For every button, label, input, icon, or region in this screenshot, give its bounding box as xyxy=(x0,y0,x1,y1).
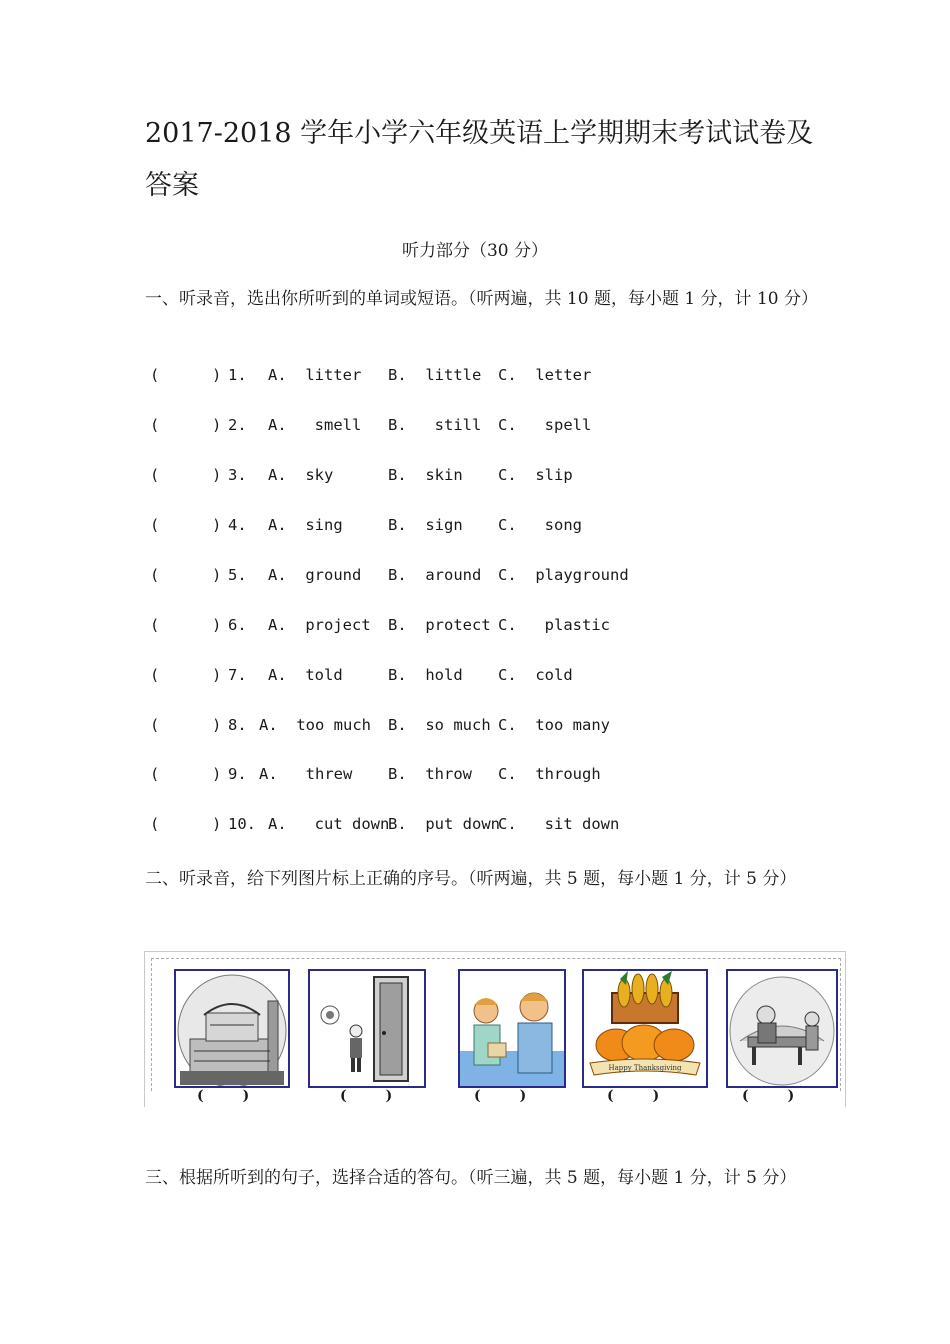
option-a: A. cut down xyxy=(268,815,390,833)
question-row xyxy=(150,466,670,490)
picture-3-answer-blank[interactable]: ( ) xyxy=(474,1088,527,1104)
option-a: A. threw xyxy=(259,765,353,783)
answer-paren-close: ) xyxy=(212,666,222,684)
question-row xyxy=(150,566,670,590)
option-c: C. cold xyxy=(498,666,573,684)
answer-paren-open[interactable]: ( xyxy=(150,466,160,484)
option-b: B. put down xyxy=(388,815,500,833)
answer-paren-close: ) xyxy=(212,716,222,734)
answer-paren-open[interactable]: ( xyxy=(150,716,160,734)
picture-boy-at-door xyxy=(308,969,426,1088)
option-a: A. told xyxy=(268,666,343,684)
answer-paren-close: ) xyxy=(212,516,222,534)
option-c: C. too many xyxy=(498,716,610,734)
option-c: C. sit down xyxy=(498,815,620,833)
question-row xyxy=(150,616,670,640)
question-number: 10. xyxy=(228,815,256,833)
option-c: C. playground xyxy=(498,566,629,584)
question-number: 6. xyxy=(228,616,247,634)
question-number: 8. xyxy=(228,716,247,734)
question-number: 3. xyxy=(228,466,247,484)
option-b: B. sign xyxy=(388,516,463,534)
answer-paren-open[interactable]: ( xyxy=(150,516,160,534)
picture-man-on-bench xyxy=(726,969,838,1088)
question-row xyxy=(150,716,670,740)
picture-1-answer-blank[interactable]: ( ) xyxy=(197,1088,250,1104)
option-b: B. protect xyxy=(388,616,491,634)
option-b: B. skin xyxy=(388,466,463,484)
listening-section-header: 听力部分（30 分） xyxy=(401,241,549,261)
answer-paren-open[interactable]: ( xyxy=(150,566,160,584)
option-b: B. hold xyxy=(388,666,463,684)
option-c: C. song xyxy=(498,516,582,534)
question-number: 1. xyxy=(228,366,247,384)
picture-strip xyxy=(144,951,846,1107)
picture-5-answer-blank[interactable]: ( ) xyxy=(742,1088,795,1104)
question-row xyxy=(150,366,670,390)
answer-paren-close: ) xyxy=(212,616,222,634)
picture-two-men xyxy=(458,969,566,1088)
document-title: 2017-2018 学年小学六年级英语上学期期末考试试卷及答案 xyxy=(145,118,814,201)
option-a: A. too much xyxy=(259,716,371,734)
option-c: C. plastic xyxy=(498,616,610,634)
question-row xyxy=(150,516,670,540)
picture-building xyxy=(174,969,290,1088)
option-b: B. little xyxy=(388,366,482,384)
question-number: 4. xyxy=(228,516,247,534)
answer-paren-open[interactable]: ( xyxy=(150,616,160,634)
option-a: A. sing xyxy=(268,516,343,534)
answer-paren-close: ) xyxy=(212,566,222,584)
option-a: A. litter xyxy=(268,366,362,384)
option-b: B. throw xyxy=(388,765,472,783)
option-a: A. smell xyxy=(268,416,362,434)
option-a: A. ground xyxy=(268,566,362,584)
question-number: 2. xyxy=(228,416,247,434)
question-number: 9. xyxy=(228,765,247,783)
question-row xyxy=(150,765,670,789)
option-b: B. still xyxy=(388,416,482,434)
answer-paren-open[interactable]: ( xyxy=(150,815,160,833)
answer-paren-open[interactable]: ( xyxy=(150,666,160,684)
answer-paren-open[interactable]: ( xyxy=(150,416,160,434)
question-number: 7. xyxy=(228,666,247,684)
option-b: B. so much xyxy=(388,716,491,734)
option-c: C. spell xyxy=(498,416,592,434)
svg-text:Happy Thanksgiving: Happy Thanksgiving xyxy=(608,1064,682,1072)
option-c: C. letter xyxy=(498,366,592,384)
question-row xyxy=(150,416,670,440)
option-b: B. around xyxy=(388,566,482,584)
part3-instruction: 三、根据所听到的句子，选择合适的答句。（听三遍，共 5 题，每小题 1 分，计 5 分） xyxy=(145,1168,797,1188)
answer-paren-open[interactable]: ( xyxy=(150,765,160,783)
question-number: 5. xyxy=(228,566,247,584)
picture-2-answer-blank[interactable]: ( ) xyxy=(340,1088,393,1104)
answer-paren-close: ) xyxy=(212,366,222,384)
question-row xyxy=(150,666,670,690)
option-c: C. through xyxy=(498,765,601,783)
option-a: A. sky xyxy=(268,466,334,484)
question-row xyxy=(150,815,670,839)
answer-paren-open[interactable]: ( xyxy=(150,366,160,384)
option-a: A. project xyxy=(268,616,371,634)
picture-strip-frame xyxy=(151,958,841,1091)
part2-instruction: 二、听录音，给下列图片标上正确的序号。（听两遍，共 5 题，每小题 1 分，计 5 分） xyxy=(145,869,797,889)
part1-instruction: 一、听录音，选出你所听到的单词或短语。（听两遍，共 10 题，每小题 1 分，计 10 分） xyxy=(145,289,819,309)
answer-paren-close: ) xyxy=(212,815,222,833)
picture-thanksgiving xyxy=(582,969,708,1088)
answer-paren-close: ) xyxy=(212,416,222,434)
answer-paren-close: ) xyxy=(212,466,222,484)
picture-4-answer-blank[interactable]: ( ) xyxy=(607,1088,660,1104)
answer-paren-close: ) xyxy=(212,765,222,783)
option-c: C. slip xyxy=(498,466,573,484)
